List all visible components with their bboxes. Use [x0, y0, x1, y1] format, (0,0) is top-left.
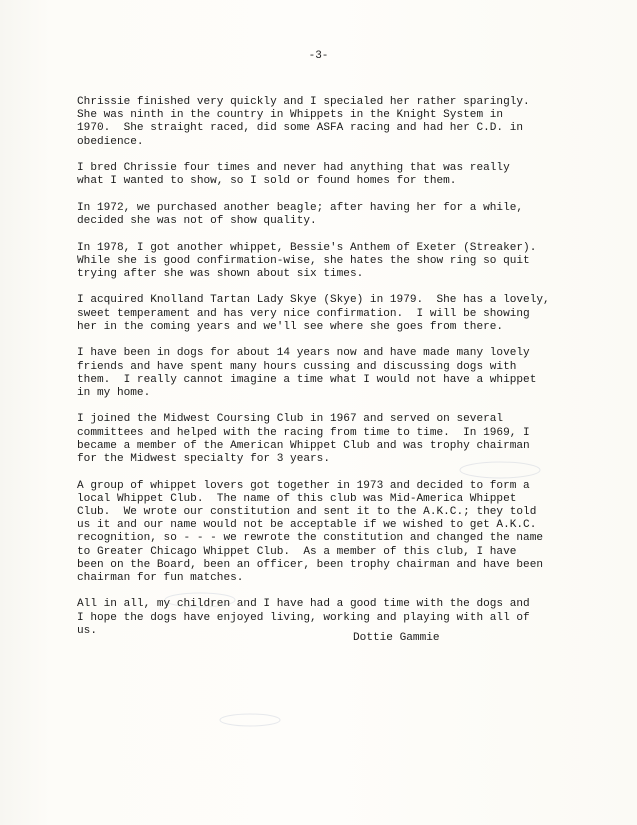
paragraph-chrissie-breeding: I bred Chrissie four times and never had anything that was really what I wanted to show, so I sold or found homes for them.: [77, 162, 510, 188]
paragraph-closing: All in all, my children and I have had a good time with the dogs and I hope the dogs have enjoyed living, working and playing with all of us.: [77, 598, 530, 637]
page-number: -3-: [308, 50, 329, 62]
paragraph-beagle-1972: In 1972, we purchased another beagle; after having her for a while, decided she was not of show quality.: [77, 201, 524, 228]
letter-body: [77, 96, 627, 651]
paragraph-skye-1979: I acquired Knolland Tartan Lady Skye (Skye) in 1979. She has a lovely, sweet temperament and has very nice confirmation. I will be showing her in the coming years and we'll see where she goes from there.: [77, 294, 550, 333]
paragraph-streaker-1978: In 1978, I got another whippet, Bessie's Anthem of Exeter (Streaker). While she is good confirmation-wise, she hates the show ring so quit trying after she was shown about six times.: [77, 241, 537, 280]
paragraph-midwest-coursing-club: I joined the Midwest Coursing Club in 1967 and served on several committees and helped with the racing from time to time. In 1969, I became a member of the American Whippet Club and was trophy chairman for the Midwest specialty for 3 years.: [77, 413, 530, 466]
signature: Dottie Gammie: [353, 632, 440, 644]
paragraph-years-in-dogs: I have been in dogs for about 14 years now and have made many lovely friends and have spent many hours cussing and discussing dogs with them. I really cannot imagine a time what I would not have a whippet in my home.: [77, 347, 537, 399]
paragraph-whippet-club: A group of whippet lovers got together in 1973 and decided to form a local Whippet Club. The name of this club was Mid-America Whippet Club. We wrote our constitution and sent it to the A.K.C.; they told us it and our name would not be acceptable if we wished to get A.K.C. recognition, so - - - we rewrote the constitution and changed the name to Greater Chicago Whippet Club. As a member of this club, I have been on the Board, been an officer, been trophy chairman and have been chairman for fun matches.: [77, 479, 544, 584]
paragraph-chrissie-career: Chrissie finished very quickly and I specialed her rather sparingly. She was ninth in the country in Whippets in the Knight System in 1970. She straight raced, did some ASFA racing and had her C.D. in obedience.: [77, 96, 530, 148]
